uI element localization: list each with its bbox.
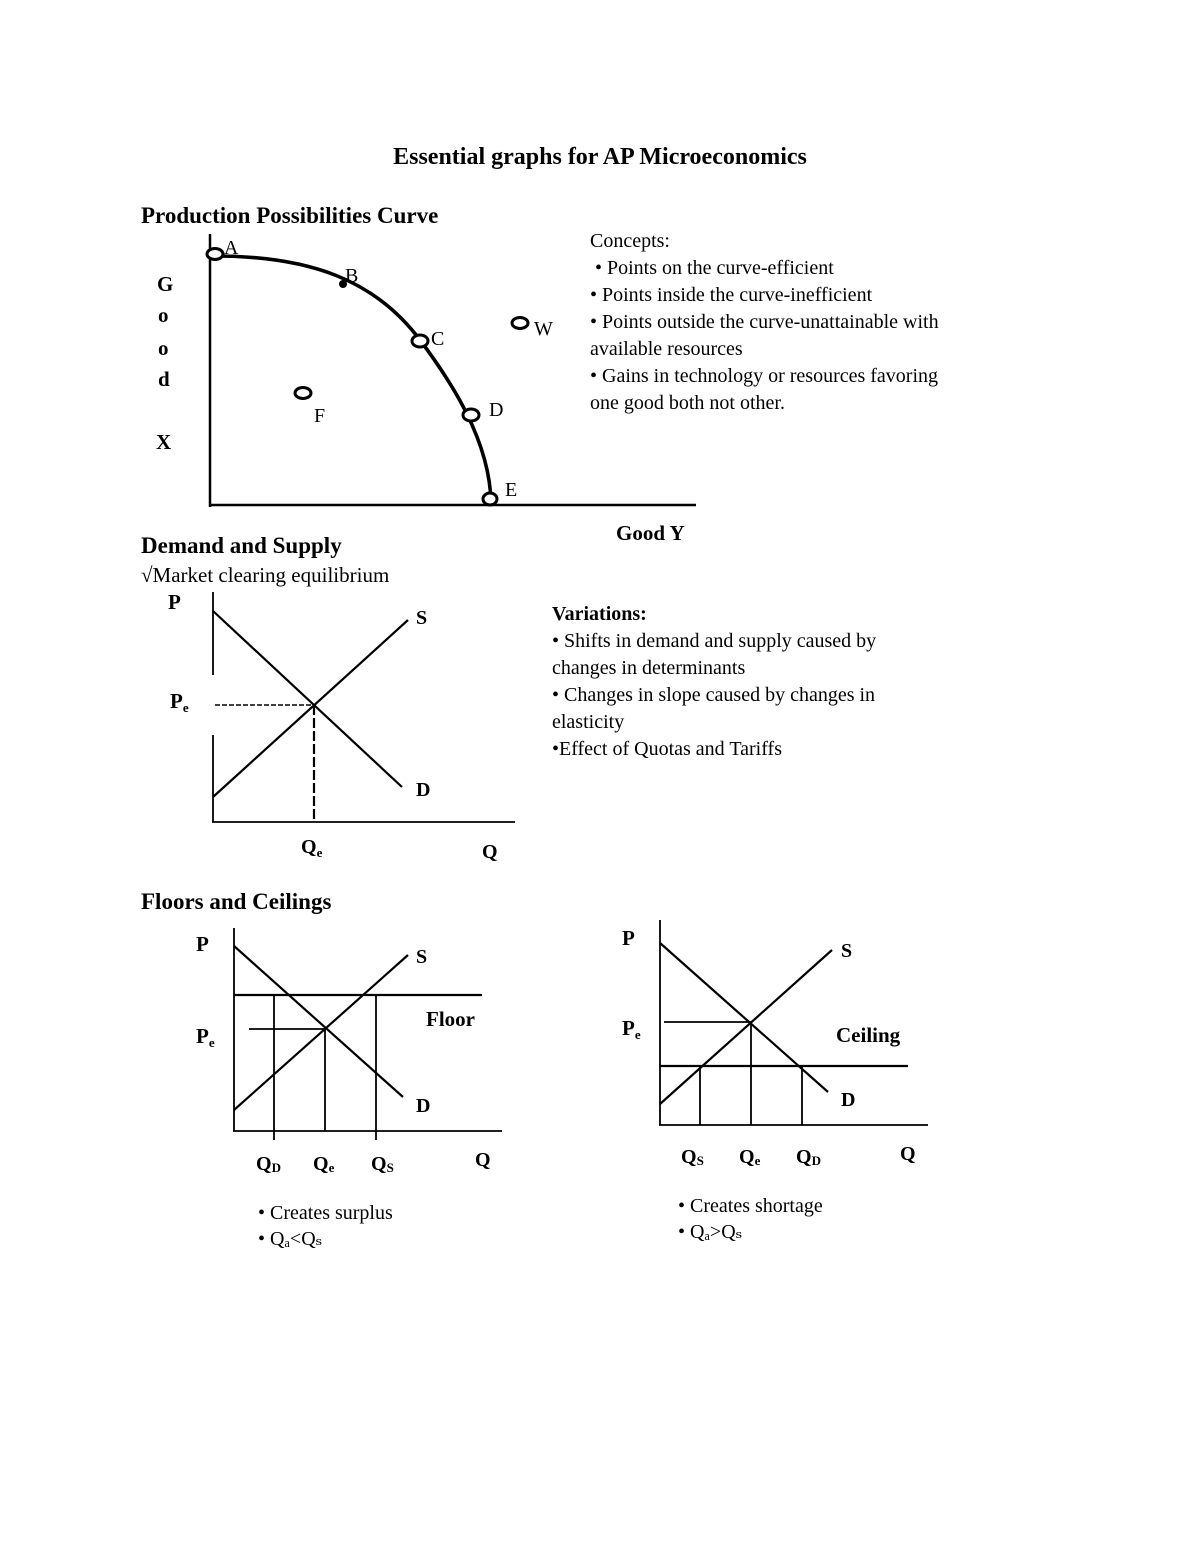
ppc-point-e-marker (483, 493, 497, 505)
floor-pe-label: Pe (196, 1024, 215, 1050)
ceiling-line-label: Ceiling (836, 1023, 901, 1047)
ceiling-notes (678, 1193, 823, 1245)
ppc-point-d-marker (463, 409, 479, 421)
floor-notes (258, 1200, 393, 1252)
ceiling-p-label: P (622, 926, 635, 950)
concept-line: • Points on the curve-efficient (590, 257, 834, 279)
ceiling-s-label: S (841, 940, 853, 962)
ppc-frontier-curve (214, 256, 491, 503)
ppc-point-w-label: W (534, 318, 553, 340)
ppc-x-axis-label: Good Y (616, 521, 685, 545)
floor-q-label: Q (475, 1149, 491, 1171)
ds-variations (552, 601, 876, 763)
variation-line: elasticity (552, 711, 625, 733)
ppc-point-a-marker (207, 249, 223, 260)
ppc-heading: Production Possibilities Curve (141, 203, 439, 228)
ppc-point-e-label: E (505, 479, 518, 501)
ppc-concepts (590, 228, 939, 417)
concepts-title: Concepts: (590, 230, 670, 252)
floor-s-label: S (416, 946, 428, 968)
floor-qd-label: QD (256, 1153, 281, 1175)
ppc-y-letter: o (158, 336, 169, 360)
ceiling-q-label: Q (900, 1143, 916, 1165)
floor-note: • Creates surplus (258, 1202, 393, 1224)
ppc-point-w-marker (512, 318, 528, 329)
variation-line: changes in determinants (552, 657, 746, 679)
ds-qe-label: $Q_e$ (301, 836, 323, 860)
demand-supply-heading: Demand and Supply (141, 533, 342, 558)
concept-line: one good both not other. (590, 392, 785, 414)
ppc-point-f-label: F (314, 405, 326, 427)
floor-p-label: P (196, 932, 209, 956)
ppc-point-a-label: A (224, 237, 239, 259)
ds-p-label: P (168, 590, 181, 614)
variation-line: •Effect of Quotas and Tariffs (552, 738, 782, 760)
page-title: Essential graphs for AP Microeconomics (393, 144, 807, 170)
floors-ceilings-heading: Floors and Ceilings (141, 889, 332, 914)
ppc-point-c-label: C (431, 328, 445, 350)
floor-qe-label: Qe (313, 1153, 335, 1175)
ds-pe-label: Pe (170, 689, 189, 715)
concept-line: • Points outside the curve-unattainable with (590, 311, 939, 333)
ppc-point-d-label: D (489, 399, 504, 421)
ceiling-qd-label: QD (796, 1146, 821, 1168)
ds-s-label: S (416, 607, 428, 629)
ds-q-label: Q (482, 841, 498, 863)
ceiling-note: • Qₐ>Qₛ (678, 1221, 743, 1243)
floor-note: • Qₐ<Qₛ (258, 1228, 323, 1250)
demand-supply-subheading: √Market clearing equilibrium (141, 563, 390, 587)
floor-d-label: D (416, 1095, 431, 1117)
ppc-y-letter: X (156, 430, 172, 454)
ppc-point-c-marker (412, 335, 428, 347)
ppc-y-letter: G (157, 272, 174, 296)
concept-line: • Points inside the curve-inefficient (590, 284, 873, 306)
variation-line: • Changes in slope caused by changes in (552, 684, 876, 706)
ds-d-label: D (416, 779, 431, 801)
ceiling-note: • Creates shortage (678, 1195, 823, 1217)
floor-qs-label: QS (371, 1153, 394, 1175)
ppc-y-letter: o (158, 303, 169, 327)
ceiling-qs-label: QS (681, 1146, 704, 1168)
ppc-y-letter: d (158, 367, 170, 391)
variation-line: • Shifts in demand and supply caused by (552, 630, 877, 652)
concept-line: available resources (590, 338, 743, 360)
variations-title: Variations: (552, 603, 647, 625)
ppc-point-f-marker (295, 388, 311, 399)
ceiling-d-label: D (841, 1089, 856, 1111)
ppc-point-b-label: B (345, 265, 359, 287)
floor-line-label: Floor (426, 1007, 475, 1031)
ceiling-qe-label: Qe (739, 1146, 761, 1168)
ceiling-pe-label: Pe (622, 1016, 641, 1042)
concept-line: • Gains in technology or resources favoring (590, 365, 939, 387)
